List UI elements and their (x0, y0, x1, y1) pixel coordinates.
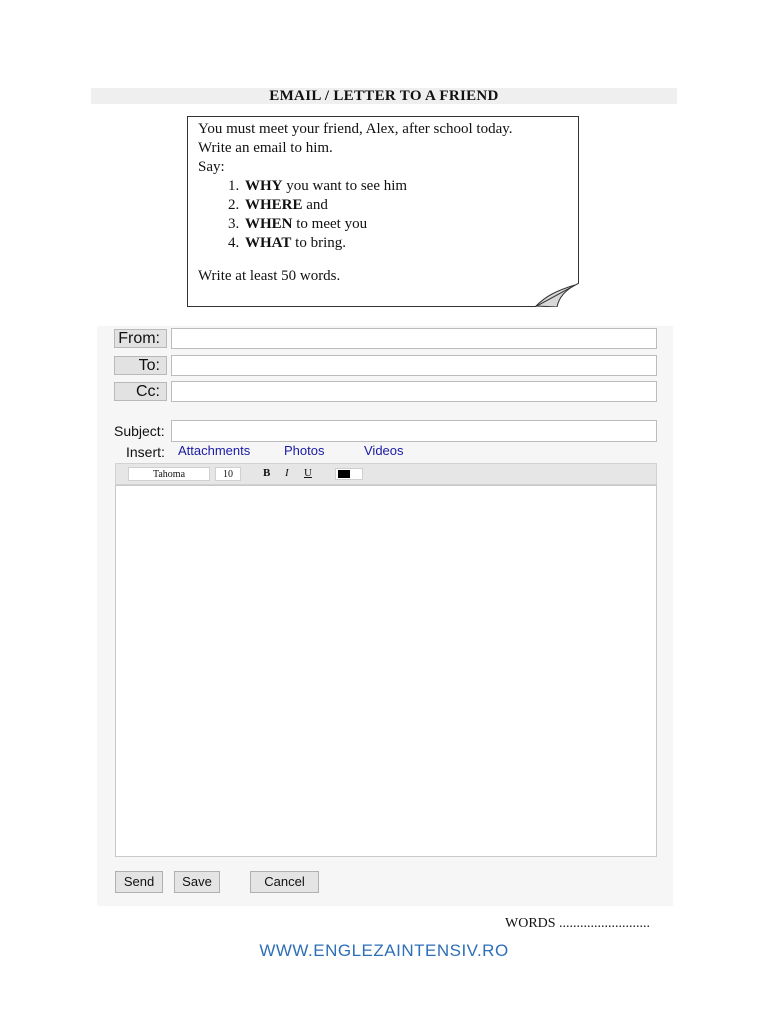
task-line-1: You must meet your friend, Alex, after school today. (198, 121, 513, 137)
email-form (97, 326, 673, 906)
subject-input[interactable] (171, 420, 657, 442)
task-line-2: Write an email to him. (198, 140, 333, 156)
underline-button[interactable]: U (304, 467, 312, 479)
task-item-when: 3. WHEN to meet you (243, 215, 568, 234)
task-final: Write at least 50 words. (198, 268, 341, 284)
font-size-select[interactable]: 10 (215, 467, 241, 481)
website-footer: WWW.ENGLEZAINTENSIV.RO (259, 941, 509, 960)
task-item-why: 1. WHY you want to see him (243, 177, 568, 196)
italic-button[interactable]: I (285, 467, 289, 479)
font-select[interactable]: Tahoma (128, 467, 210, 481)
task-item-what: 4. WHAT to bring. (243, 234, 568, 253)
message-body-textarea[interactable] (115, 485, 657, 857)
from-input[interactable] (171, 328, 657, 349)
task-item-where: 2. WHERE and (243, 196, 568, 215)
send-button[interactable]: Send (115, 871, 163, 893)
subject-label: Subject: (114, 423, 165, 439)
insert-label: Insert: (126, 444, 165, 460)
to-button[interactable]: To: (114, 356, 167, 375)
to-input[interactable] (171, 355, 657, 376)
cc-button[interactable]: Cc: (114, 382, 167, 401)
word-count-line: WORDS .......................... (505, 916, 651, 931)
insert-attachments-link[interactable]: Attachments (178, 443, 251, 458)
cancel-button[interactable]: Cancel (250, 871, 319, 893)
from-button[interactable]: From: (114, 329, 167, 348)
task-list (198, 177, 568, 253)
cc-input[interactable] (171, 381, 657, 402)
color-swatch (338, 470, 350, 478)
bold-button[interactable]: B (263, 467, 271, 479)
task-instructions (187, 116, 579, 307)
save-button[interactable]: Save (174, 871, 220, 893)
insert-videos-link[interactable]: Videos (364, 443, 404, 458)
task-say: Say: (198, 159, 225, 175)
page-curl-icon (535, 283, 579, 307)
text-color-picker[interactable] (335, 468, 363, 480)
worksheet-title: EMAIL / LETTER TO A FRIEND (91, 88, 677, 104)
formatting-toolbar (115, 463, 657, 485)
insert-photos-link[interactable]: Photos (284, 443, 325, 458)
